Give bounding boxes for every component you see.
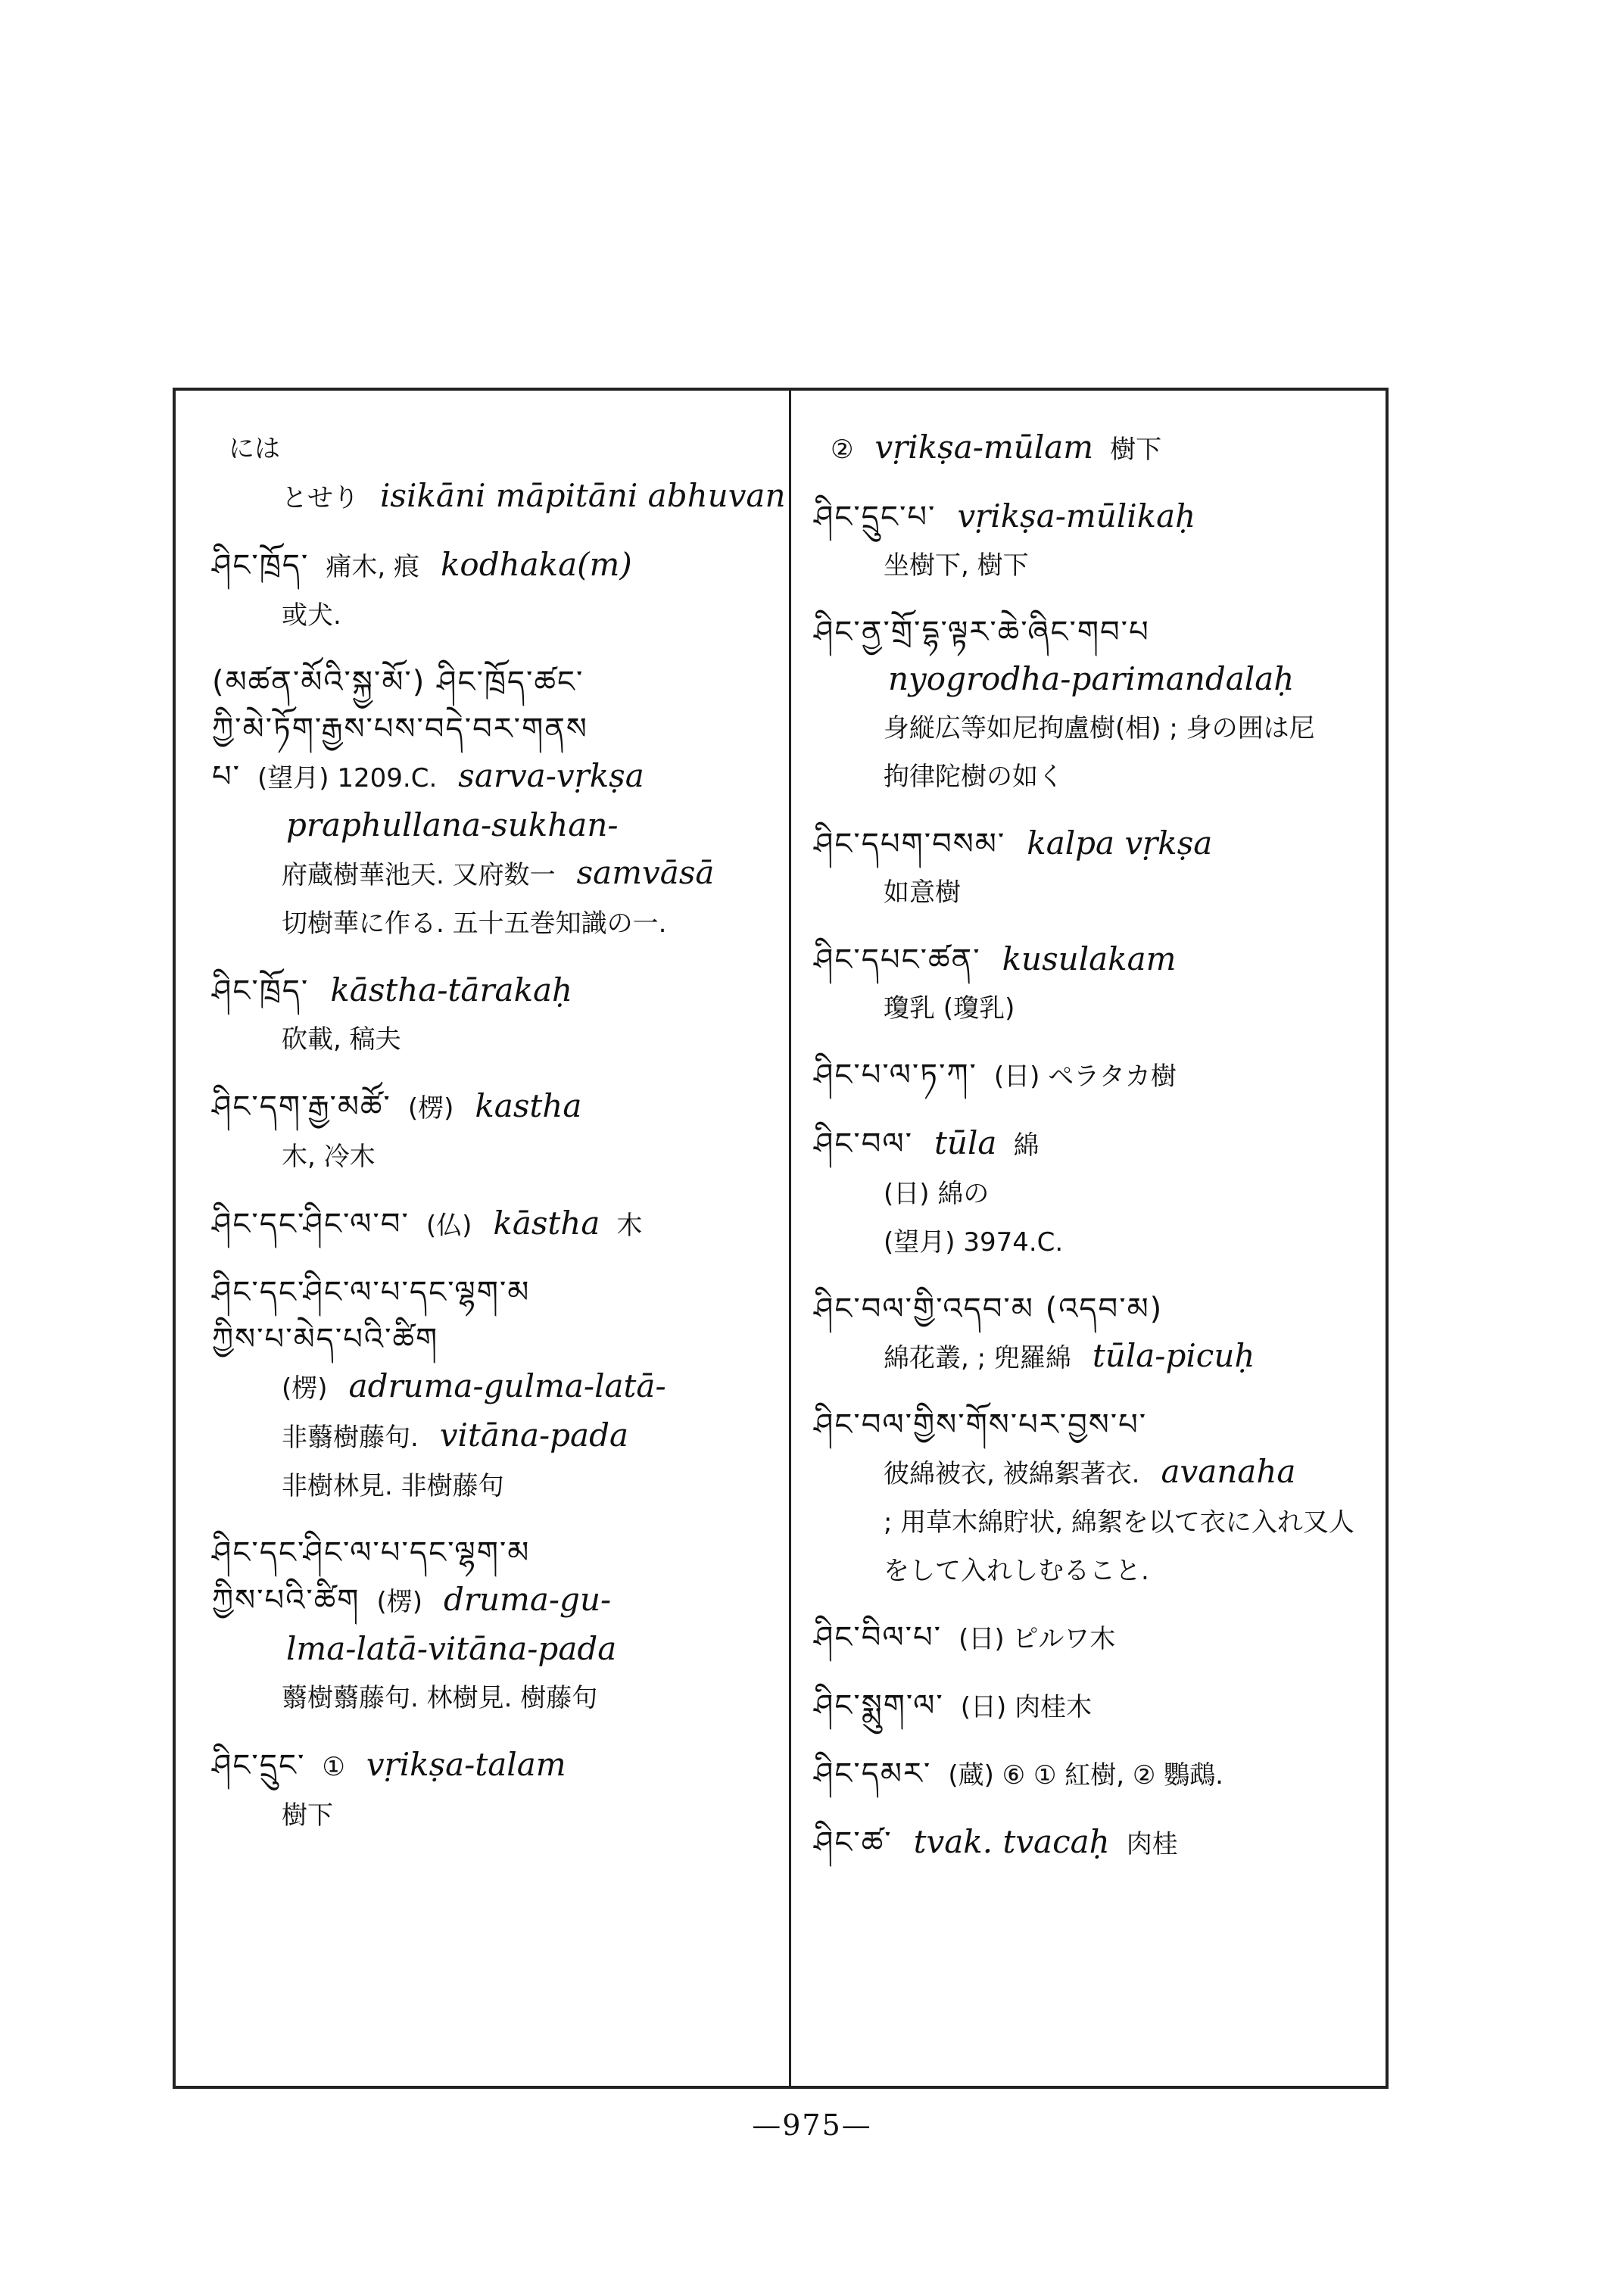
entry-line xyxy=(814,752,1378,800)
entry-line xyxy=(212,849,772,899)
japanese-note: 樹下 xyxy=(282,1800,333,1831)
right-entry xyxy=(814,1750,1378,1799)
entry-line xyxy=(814,609,1378,656)
tibetan-text: ཤིང་བལ་གྱི་འདབ་མ (འདབ་མ) xyxy=(814,1292,1164,1326)
japanese-note: (楞) xyxy=(376,1587,422,1617)
japanese-gloss: 木 xyxy=(616,1211,643,1241)
entry-line xyxy=(212,899,772,947)
sanskrit-term: lma-latā-vitāna-pada xyxy=(286,1630,617,1667)
entry-line xyxy=(212,1529,772,1576)
tibetan-text: ཤིང་སྨུག་ལ་ xyxy=(814,1688,944,1723)
entry-line xyxy=(814,493,1378,541)
japanese-note: 砍載, 稿夫 xyxy=(282,1024,401,1055)
entry-line xyxy=(814,1819,1378,1868)
entry-line xyxy=(212,1200,772,1249)
left-entry xyxy=(212,659,772,947)
right-entry xyxy=(814,609,1378,800)
entry-line xyxy=(814,656,1378,703)
japanese-note: (日) 綿の xyxy=(884,1179,990,1209)
entry-line xyxy=(212,1132,772,1180)
left-entry xyxy=(212,967,772,1063)
entry-line xyxy=(814,1682,1378,1731)
japanese-note: 非樹林見. 非樹藤句 xyxy=(282,1471,504,1501)
sanskrit-term: samvāsā xyxy=(576,854,715,891)
page-number: —975— xyxy=(752,2109,872,2142)
sanskrit-term: kāstha-tārakaḥ xyxy=(330,971,573,1008)
entry-line xyxy=(814,936,1378,983)
entry-line xyxy=(814,1217,1378,1266)
japanese-note: 或犬. xyxy=(282,600,341,631)
japanese-note: 蘙樹蘙藤句. 林樹見. 樹藤句 xyxy=(282,1683,598,1713)
tibetan-text: ཤིང་པ་ལ་ཏ་ཀ་ xyxy=(814,1058,977,1092)
tibetan-text: ཤིང་དག་རྒྱ་མཚོ་ xyxy=(212,1089,391,1124)
entry-line xyxy=(814,1169,1378,1217)
right-entry xyxy=(814,1286,1378,1382)
right-entry xyxy=(814,1682,1378,1731)
sanskrit-term: vitāna-pada xyxy=(439,1417,629,1454)
japanese-note: (蔵) ⑥ ① 紅樹, ② 鸚鵡. xyxy=(948,1760,1223,1791)
sanskrit-term: avanaha xyxy=(1161,1453,1296,1490)
entry-line xyxy=(212,1576,772,1625)
tibetan-text: ཤིང་ནྱ་གྲོ་དྷ་ལྟར་ཆེ་ཞིང་གབ་པ xyxy=(814,615,1150,650)
tibetan-text: ཀྱིས་པ་མེད་པའི་ཚིག xyxy=(212,1322,439,1357)
entry-line xyxy=(814,541,1378,589)
left-entry xyxy=(212,541,772,639)
sanskrit-term: druma-gu- xyxy=(443,1581,612,1618)
japanese-note: 瓊乳 (瓊乳) xyxy=(884,993,1015,1024)
sanskrit-term: nyogrodha-parimandalaḥ xyxy=(888,660,1295,697)
entry-line xyxy=(814,1546,1378,1594)
japanese-note: をして入れしむること. xyxy=(884,1556,1149,1586)
entry-line xyxy=(814,1052,1378,1100)
japanese-note: には xyxy=(229,434,280,464)
entry-line xyxy=(814,1498,1378,1546)
entry-line xyxy=(212,802,772,849)
japanese-note: 彼綿被衣, 被綿絮著衣. xyxy=(884,1459,1140,1489)
japanese-note: ① xyxy=(322,1752,345,1782)
entry-line xyxy=(814,1750,1378,1799)
entry-line xyxy=(212,591,772,639)
tibetan-text: ཤིང་དཔག་བསམ་ xyxy=(814,827,1006,862)
entry-line xyxy=(212,1015,772,1063)
japanese-note: (楞) xyxy=(407,1093,454,1124)
japanese-note: (望月) 1209.C. xyxy=(257,763,438,793)
entry-line xyxy=(212,1791,772,1839)
right-entry xyxy=(814,1819,1378,1868)
tibetan-text: ཤིང་བལ་གྱིས་གོས་པར་བྱས་པ་ xyxy=(814,1407,1148,1442)
tibetan-text: ཤིང་དང་ཤིང་ལ་པ་དང་ལྷག་མ xyxy=(212,1275,531,1310)
right-entry xyxy=(814,1401,1378,1594)
japanese-note: 切樹華に作る. 五十五巻知識の一. xyxy=(282,909,667,939)
entry-line xyxy=(814,1614,1378,1663)
tibetan-text: ཤིང་དང་ཤིང་ལ་པ་དང་ལྷག་མ xyxy=(212,1535,531,1570)
tibetan-text: ཀྱིས་པའི་ཚིག xyxy=(212,1583,360,1618)
japanese-note: 府蔵樹華池天. 又府数一 xyxy=(282,860,556,890)
left-entry xyxy=(212,1083,772,1180)
entry-line xyxy=(814,1286,1378,1332)
sanskrit-term: kastha xyxy=(475,1087,582,1124)
japanese-note: (日) 肉桂木 xyxy=(960,1692,1093,1722)
right-entry xyxy=(814,820,1378,916)
entry-line xyxy=(212,1673,772,1722)
entry-line xyxy=(212,1083,772,1132)
japanese-note: ; 用草木綿貯状, 綿絮を以て衣に入れ又人 xyxy=(884,1507,1354,1538)
tibetan-text: ཤིང་བིལ་པ་ xyxy=(814,1620,943,1655)
entry-line xyxy=(212,1461,772,1510)
japanese-note: (日) ペラタカ樹 xyxy=(993,1061,1177,1092)
entry-line xyxy=(212,424,772,472)
left-entry xyxy=(212,1741,772,1839)
right-entry xyxy=(814,936,1378,1032)
entry-line xyxy=(212,1741,772,1791)
entry-line xyxy=(212,753,772,802)
entry-line xyxy=(814,1401,1378,1448)
right-entry xyxy=(814,424,1378,473)
entry-line xyxy=(212,1625,772,1673)
japanese-note: 如意樹 xyxy=(884,877,961,908)
entry-line xyxy=(212,1316,772,1363)
column-divider xyxy=(789,388,791,2089)
tibetan-text: ཤིང་དཔང་ཚན་ xyxy=(814,943,981,977)
tibetan-text: (མཚན་མོའི་སྐྱ་མོ་) ཤིང་ཁྲོད་ཚང་ xyxy=(212,665,584,700)
japanese-note: 非蘙樹藤句. xyxy=(282,1423,419,1453)
tibetan-text: ཤིང་ཁྲོད་ xyxy=(212,974,310,1008)
japanese-note: ② xyxy=(831,435,854,465)
japanese-gloss: 樹下 xyxy=(1110,435,1162,465)
japanese-gloss: 肉桂 xyxy=(1126,1829,1178,1859)
entry-line xyxy=(814,424,1378,473)
entry-line xyxy=(212,1412,772,1461)
japanese-note: 痛木, 痕 xyxy=(326,552,419,582)
left-entry xyxy=(212,424,786,522)
sanskrit-term: adruma-gulma-latā- xyxy=(348,1367,666,1404)
tibetan-text: ཤིང་དང་ཤིང་ལ་བ་ xyxy=(212,1207,410,1242)
sanskrit-term: isikāni māpitāni abhuvan xyxy=(380,477,786,514)
left-entry xyxy=(212,1529,772,1722)
right-column xyxy=(814,424,1378,1887)
sanskrit-term: tūla-picuḥ xyxy=(1092,1337,1255,1374)
right-entry xyxy=(814,1614,1378,1663)
japanese-note: (仏) xyxy=(425,1211,472,1241)
entry-line xyxy=(814,1120,1378,1169)
entry-line xyxy=(814,820,1378,868)
tibetan-text: ཤིང་ཁྲོད་ xyxy=(212,548,310,583)
japanese-note: 身縦広等如尼拘盧樹(相) ; 身の囲は尼 xyxy=(884,713,1315,743)
japanese-note: 綿花叢, ; 兜羅綿 xyxy=(884,1343,1071,1373)
sanskrit-term: vṛikṣa-mūlam xyxy=(874,429,1094,466)
sanskrit-term: vṛikṣa-talam xyxy=(366,1746,566,1783)
right-entry xyxy=(814,1120,1378,1266)
entry-line xyxy=(212,967,772,1015)
entry-line xyxy=(814,1448,1378,1498)
japanese-note: (日) ピルワ木 xyxy=(959,1624,1116,1654)
entry-line xyxy=(814,983,1378,1032)
sanskrit-term: sarva-vṛkṣa xyxy=(458,757,644,794)
sanskrit-term: kodhaka(m) xyxy=(440,546,632,583)
right-entry xyxy=(814,493,1378,589)
japanese-note: (楞) xyxy=(282,1373,328,1404)
japanese-note: 木, 冷木 xyxy=(282,1142,376,1172)
sanskrit-term: kalpa vṛkṣa xyxy=(1027,824,1213,862)
entry-line xyxy=(212,706,772,753)
sanskrit-term: vṛikṣa-mūlikaḥ xyxy=(957,497,1196,535)
sanskrit-term: tvak. tvacaḥ xyxy=(913,1823,1110,1860)
japanese-note: 坐樹下, 樹下 xyxy=(884,550,1029,581)
entry-line xyxy=(212,1363,772,1412)
tibetan-text: ཤིང་ཚ་ xyxy=(814,1825,893,1860)
tibetan-text: ཤིང་དྲུང་པ་ xyxy=(814,500,937,535)
entry-line xyxy=(212,472,786,522)
left-entry xyxy=(212,1200,772,1249)
entry-line xyxy=(212,659,772,706)
tibetan-text: ཤིང་དྲུང་ xyxy=(212,1748,306,1783)
left-entry xyxy=(212,1269,772,1510)
sanskrit-term: praphullana-sukhan- xyxy=(286,806,619,843)
tibetan-text: ཤིང་དམར་ xyxy=(814,1756,932,1791)
entry-line xyxy=(212,1269,772,1316)
sanskrit-term: kusulakam xyxy=(1002,940,1177,977)
japanese-note: 拘律陀樹の如く xyxy=(884,762,1064,792)
sanskrit-term: kāstha xyxy=(493,1205,600,1242)
tibetan-text: ཀྱི་མེ་ཏོག་རྒྱས་པས་བདེ་བར་གནས xyxy=(212,712,588,746)
right-entry xyxy=(814,1052,1378,1100)
sanskrit-term: tūla xyxy=(934,1124,997,1161)
entry-line xyxy=(814,703,1378,752)
tibetan-text: པ་ xyxy=(212,759,242,794)
entry-line xyxy=(814,868,1378,916)
japanese-note: とせり xyxy=(282,483,359,513)
entry-line xyxy=(212,541,772,591)
left-column xyxy=(212,424,786,1859)
entry-line xyxy=(814,1332,1378,1382)
japanese-note: (望月) 3974.C. xyxy=(884,1227,1064,1258)
japanese-gloss: 綿 xyxy=(1013,1130,1040,1161)
tibetan-text: ཤིང་བལ་ xyxy=(814,1127,914,1161)
